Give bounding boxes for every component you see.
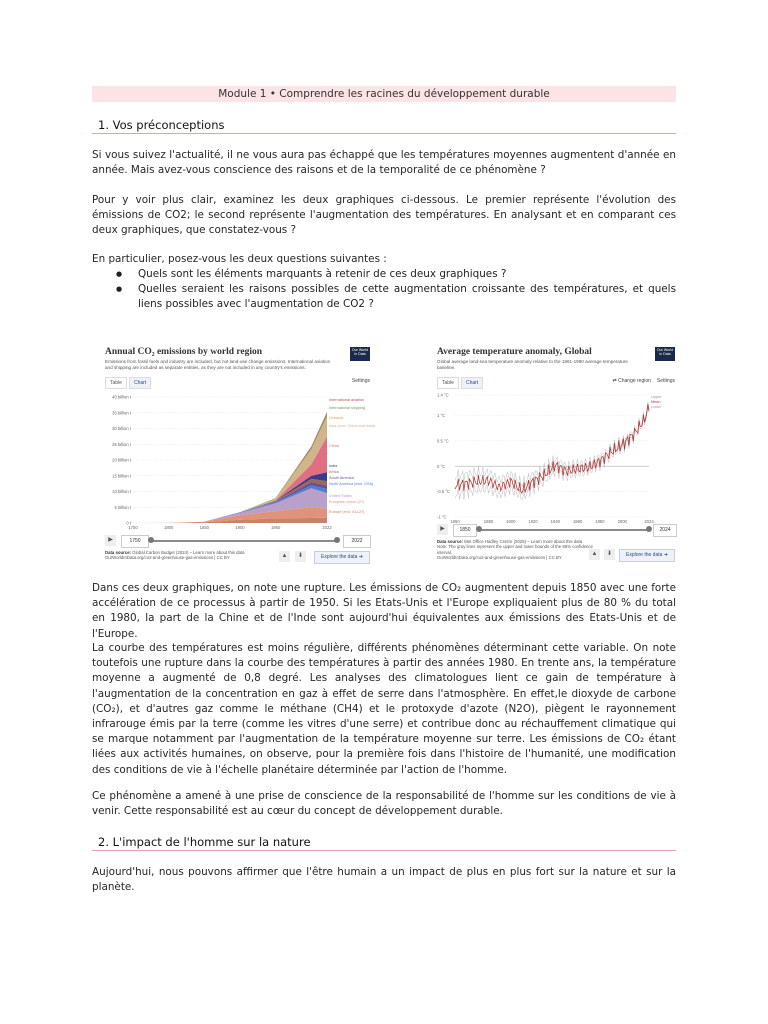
paragraph-questions-intro: En particulier, posez-vous les deux questions suivantes :	[92, 253, 387, 265]
paragraph-analysis-temperature: La courbe des températures est moins régulière, différents phénomènes déterminant cette variable. On note toutefois une rupture dans la courbe des températures à partir des années 1980. En trente ans, la température moyenne a augmenté de 0,8 degré. Les analyses des climatologues lient ce gain de température à l'augmentation de la concentration en gaz à effet de serre dans l'atmosphère. En effet,le dioxyde de carbone (CO₂), et d'autres gaz comme le méthane (CH4) et le protoxyde d'azote (N2O), piègent le rayonnement infrarouge émis par la terre (comme les vitres d'une serre) et contribue donc au réchauffement climatique qui se marque notamment par l'augmentation de la température moyenne sur terre. Les émissions de CO₂ étant liées aux activités humaines, on observe, pour la première fois dans l'histoire de l'humanité, une modification des conditions de vie à l'échelle planétaire déterminée par l'action de l'homme.	[92, 642, 676, 776]
slider-start-year[interactable]: 1850	[453, 524, 477, 537]
x-tick-label: 2022	[322, 525, 332, 530]
x-tick-label: 1940	[550, 519, 561, 524]
x-tick-label: 1980	[595, 519, 605, 524]
temperature-line-chart	[437, 387, 675, 529]
co2-area-chart	[105, 391, 376, 533]
time-slider-handle-end[interactable]	[334, 537, 340, 543]
chart-subtitle: Global average land-sea temperature anomaly relative to the 1961-1990 average temperature baseline.	[437, 359, 628, 370]
y-tick-label: -1 °C	[437, 514, 447, 520]
time-slider-handle-end[interactable]	[646, 526, 652, 532]
source-label: Data source:	[437, 539, 464, 544]
chart-title: Average temperature anomaly, Global	[437, 347, 592, 357]
time-slider-track[interactable]	[479, 529, 649, 531]
series-line-lower	[455, 406, 649, 500]
download-icon[interactable]: ⬇	[604, 549, 615, 560]
explore-data-button[interactable]: Explore the data ➜	[619, 549, 675, 562]
legend-label: Mean	[651, 400, 661, 405]
chart-footer	[437, 539, 599, 560]
legend-label: Lower	[651, 405, 662, 410]
y-tick-label: 25 billion t	[112, 441, 131, 447]
share-icon[interactable]: ▲	[589, 549, 600, 560]
tab-table[interactable]: Table	[105, 377, 127, 389]
slider-end-year[interactable]: 2024	[653, 524, 677, 537]
x-tick-label: 2024	[644, 519, 654, 524]
module-banner: Module 1 • Comprendre les racines du développement durable	[92, 86, 676, 102]
paragraph-analysis-emissions: Dans ces deux graphiques, on note une rupture. Les émissions de CO₂ augmentent depuis 1850 avec une forte accélération de ce processus à partir de 1950. Si les Etats-Unis et l'Europe expliquaient plus de 80 % du total en 1980, la part de la Chine et de l'Inde sont aujourd'hui équivalentes aux émissions des Etats-Unis et de l'Europe.	[92, 582, 676, 640]
source-text[interactable]: Met Office Hadley Centre (2025) – Learn more about this data	[464, 539, 583, 544]
time-slider-handle-start[interactable]	[476, 526, 482, 532]
owid-logo: Our World in Data	[350, 347, 370, 361]
x-tick-label: 1960	[572, 519, 583, 524]
explore-data-button[interactable]: Explore the data ➜	[314, 551, 370, 564]
y-tick-label: 35 billion t	[112, 410, 131, 416]
section-2-heading: 2. L'impact de l'homme sur la nature	[92, 834, 676, 851]
tab-chart[interactable]: Chart	[129, 377, 151, 389]
share-icon[interactable]: ▲	[279, 551, 290, 562]
x-tick-label: 1950	[270, 525, 281, 530]
settings-button[interactable]: Settings	[351, 378, 370, 384]
x-tick-label: 1900	[235, 525, 245, 530]
x-tick-label: 1750	[128, 525, 138, 530]
y-tick-label: 1 °C	[437, 412, 446, 418]
legend-label: China	[329, 444, 339, 448]
legend-label: Oceania	[329, 416, 344, 420]
y-tick-label: 0.5 °C	[437, 438, 449, 444]
legend-label: Europe (excl. EU-27)	[329, 510, 365, 514]
co2-chart-card	[105, 347, 376, 565]
legend-label: India	[329, 464, 338, 468]
license-text: OurWorldInData.org/co2-and-greenhouse-gas-emissions | CC BY	[437, 554, 562, 560]
x-tick-label: 1900	[506, 519, 516, 524]
x-tick-label: 1880	[483, 519, 494, 524]
tab-table[interactable]: Table	[437, 377, 459, 389]
play-button[interactable]: ▶	[105, 535, 116, 546]
chart-tabs	[105, 377, 153, 389]
source-label: Data source:	[105, 550, 132, 555]
chart-tools	[346, 378, 370, 384]
legend-label: United States	[329, 494, 352, 498]
y-tick-label: 0 t	[126, 520, 131, 526]
question-item: ● Quels sont les éléments marquants à retenir de ces deux graphiques ?	[92, 267, 676, 282]
x-tick-label: 1850	[199, 525, 209, 530]
legend-label: Asia (excl. China and India)	[329, 424, 376, 428]
chart-note: Note: The gray lines represent the upper and lower bounds of the 95% confidence interval.	[437, 544, 593, 555]
y-tick-label: 20 billion t	[112, 457, 131, 463]
legend-label: North America (excl. USA)	[329, 482, 374, 486]
y-tick-label: 10 billion t	[112, 489, 131, 495]
download-icon[interactable]: ⬇	[295, 551, 306, 562]
tab-chart[interactable]: Chart	[461, 377, 483, 389]
y-tick-label: 1.4 °C	[437, 392, 449, 398]
paragraph-impact: Aujourd'hui, nous pouvons affirmer que l'être humain a un impact de plus en plus fort sur la nature et sur la planète.	[92, 866, 676, 894]
settings-button[interactable]: Settings	[656, 378, 675, 384]
question-list	[92, 267, 676, 313]
change-region-button[interactable]: ⇄ Change region	[612, 378, 651, 384]
y-tick-label: 40 billion t	[112, 394, 131, 400]
y-tick-label: 30 billion t	[112, 426, 131, 432]
chart-footer	[105, 550, 275, 561]
time-slider-handle-start[interactable]	[148, 537, 154, 543]
section-1-heading: 1. Vos préconceptions	[92, 117, 676, 134]
legend-label: Africa	[329, 470, 339, 474]
question-item: ● Quelles seraient les raisons possibles de cette augmentation croissante des températures, et quels liens possibles avec l'augmentation de CO2 ?	[92, 282, 676, 312]
y-tick-label: -0.5 °C	[437, 489, 451, 495]
legend-label: European Union (27)	[329, 500, 365, 504]
chart-subtitle: Emissions from fossil fuels and industry are included, but not land-use change emissions. International aviation and shipping are included as separate entities, as they are not included in any country's emissions.	[105, 359, 331, 370]
slider-end-year[interactable]: 2022	[343, 535, 371, 548]
play-button[interactable]: ▶	[437, 524, 448, 535]
legend-label: Upper	[651, 395, 662, 400]
paragraph-responsibility: Ce phénomène a amené à une prise de conscience de la responsabilité de l'homme sur les conditions de vie à venir. Cette responsabilité est au cœur du concept de développement durable.	[92, 790, 676, 818]
chart-tools	[607, 378, 675, 384]
owid-logo: Our World in Data	[655, 347, 675, 361]
temperature-chart-card	[437, 347, 675, 565]
legend-label: International aviation	[329, 398, 365, 402]
source-text[interactable]: Global Carbon Budget (2024) – Learn more about this data	[132, 550, 245, 555]
x-tick-label: 2000	[617, 519, 627, 524]
license-text: OurWorldInData.org/co2-and-greenhouse-gas-emissions | CC BY	[105, 555, 230, 561]
paragraph-intro: Si vous suivez l'actualité, il ne vous aura pas échappé que les températures moyennes augmentent d'année en année. Mais avez-vous conscience des raisons et de la temporalité de ce phénomène ?	[92, 149, 676, 177]
x-tick-label: 1800	[163, 525, 174, 530]
y-tick-label: 0 °C	[437, 463, 446, 469]
slider-start-year[interactable]: 1750	[121, 535, 149, 548]
y-tick-label: 15 billion t	[112, 473, 131, 479]
series-line-mean	[455, 404, 649, 493]
time-slider-track[interactable]	[151, 540, 337, 542]
paragraph-instructions: Pour y voir plus clair, examinez les deux graphiques ci-dessous. Le premier représente l'évolution des émissions de CO2; le second représente l'augmentation des températures. En analysant et en comparant ces deux graphiques, que constatez-vous ?	[92, 194, 676, 237]
chart-title: Annual CO₂ emissions by world region	[105, 347, 263, 357]
x-tick-label: 1920	[528, 519, 538, 524]
legend-label: International shipping	[329, 406, 366, 410]
legend-label: South America	[329, 476, 354, 480]
x-tick-label: 1850	[450, 519, 460, 524]
y-tick-label: 5 billion t	[114, 504, 131, 510]
